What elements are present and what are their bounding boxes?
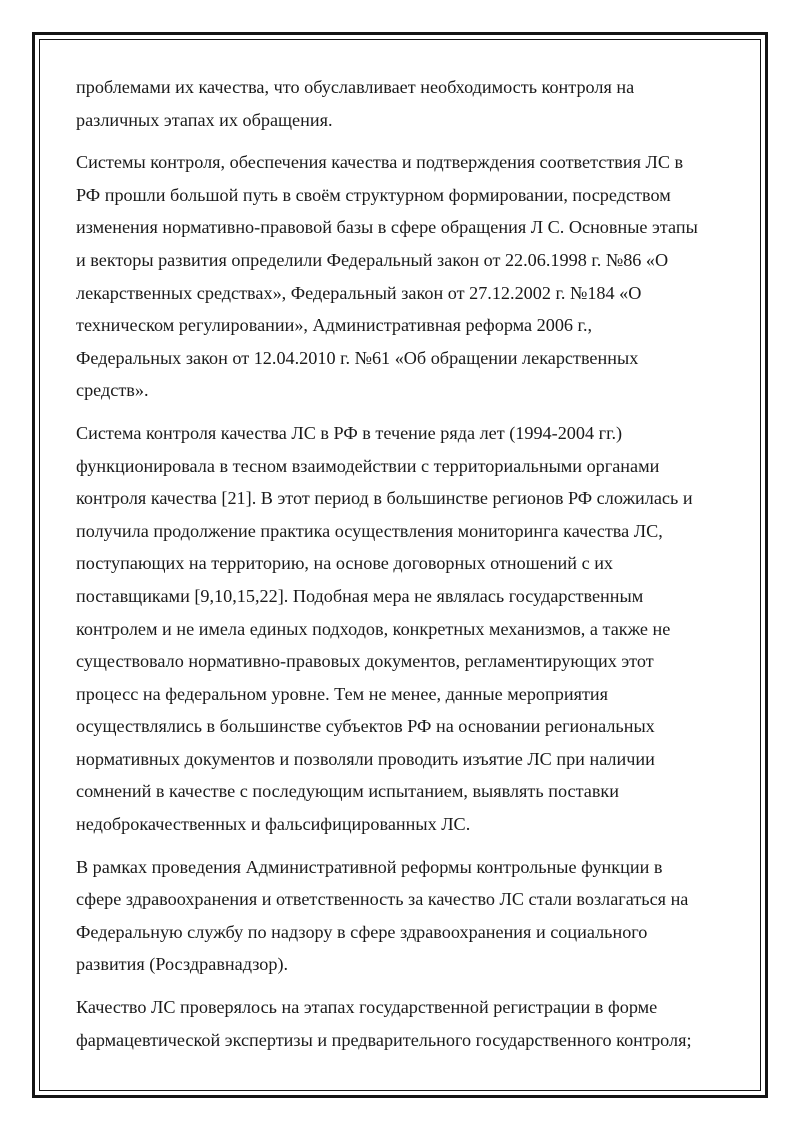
text-line: РФ прошли большой путь в своём структурном формировании, посредством (76, 184, 671, 205)
text-line: существовало нормативно-правовых документов, регламентирующих этот (76, 651, 654, 672)
text-line: получила продолжение практика осуществления мониторинга качества ЛС, (76, 520, 663, 541)
paragraph (76, 991, 736, 1056)
text-line: осуществлялись в большинстве субъектов РФ на основании региональных (76, 716, 655, 737)
paragraph (76, 851, 736, 981)
text-line: сфере здравоохранения и ответственность за качество ЛС стали возлагаться на (76, 889, 689, 910)
text-line: В рамках проведения Административной реформы контрольные функции в (76, 856, 663, 877)
text-line: и векторы развития определили Федеральный закон от 22.06.1998 г. №86 «О (76, 249, 669, 270)
text-line: фармацевтической экспертизы и предварительного государственного контроля; (76, 1029, 692, 1050)
text-line: проблемами их качества, что обуславливает необходимость контроля на (76, 77, 635, 97)
text-line: поставщиками [9,10,15,22]. Подобная мера не являлась государственным (76, 585, 644, 606)
text-line: Качество ЛС проверялось на этапах государственной регистрации в форме (76, 997, 658, 1018)
text-line: Федеральную службу по надзору в сфере здравоохранения и социального (76, 921, 648, 942)
text-line: контроля качества [21]. В этот период в большинстве регионов РФ сложилась и (76, 488, 693, 509)
text-line: поступающих на территорию, на основе договорных отношений с их (76, 553, 614, 574)
paragraph (76, 71, 736, 136)
text-line: средств». (76, 380, 149, 401)
paragraph (76, 146, 736, 407)
text-line: изменения нормативно-правовой базы в сфере обращения Л С. Основные этапы (76, 217, 698, 238)
text-line: Федеральных закон от 12.04.2010 г. №61 «Об обращении лекарственных (76, 347, 639, 368)
paragraph (76, 417, 736, 841)
text-line: развития (Росздравнадзор). (76, 954, 289, 975)
text-line: сомнений в качестве с последующим испытанием, выявлять поставки (76, 781, 619, 802)
text-line: контролем и не имела единых подходов, конкретных механизмов, а также не (76, 618, 671, 639)
text-line: различных этапах их обращения. (76, 109, 333, 130)
text-line: лекарственных средствах», Федеральный закон от 27.12.2002 г. №184 «О (76, 282, 642, 303)
text-line: недоброкачественных и фальсифицированных ЛС. (76, 814, 471, 835)
text-line: функционировала в тесном взаимодействии с территориальными органами (76, 455, 660, 476)
text-line: Системы контроля, обеспечения качества и подтверждения соответствия ЛС в (76, 152, 684, 173)
text-line: процесс на федеральном уровне. Тем не менее, данные мероприятия (76, 683, 608, 704)
text-line: Система контроля качества ЛС в РФ в течение ряда лет (1994-2004 гг.) (76, 422, 623, 443)
text-line: техническом регулировании», Административная реформа 2006 г., (76, 315, 593, 336)
text-line: нормативных документов и позволяли проводить изъятие ЛС при наличии (76, 748, 655, 769)
document-body (76, 71, 736, 1066)
